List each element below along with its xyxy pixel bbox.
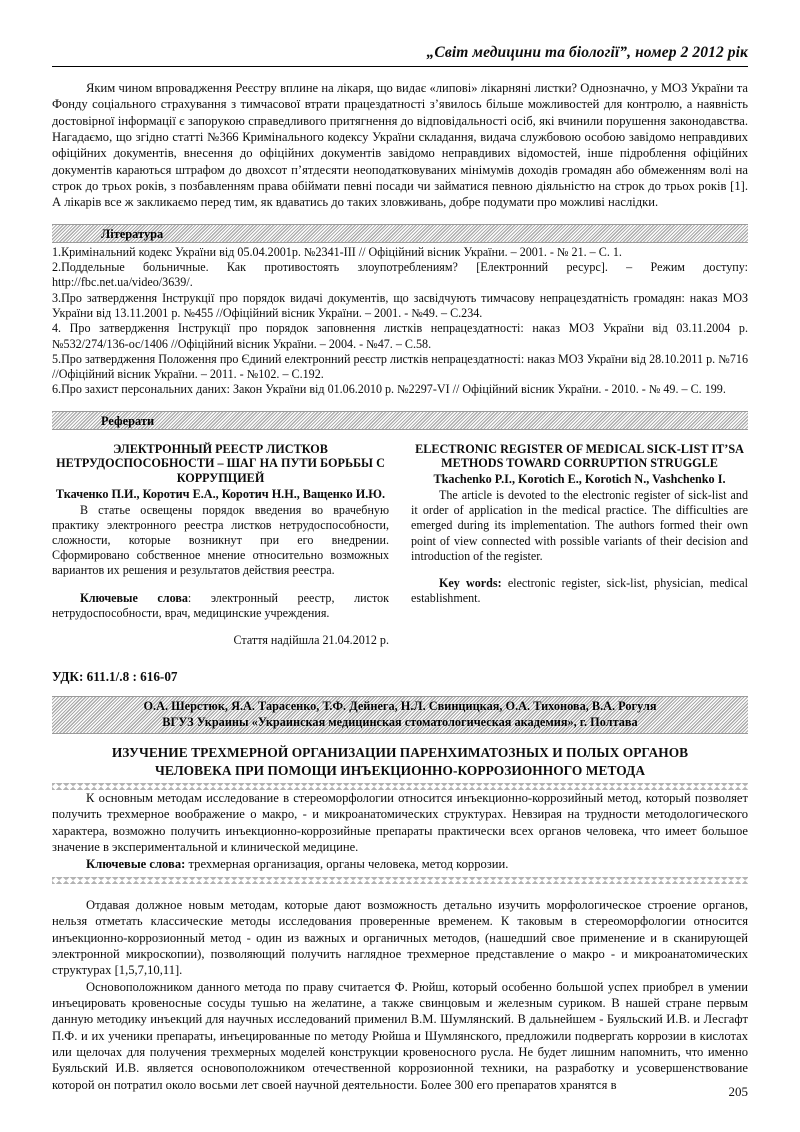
references-section-band	[52, 224, 748, 243]
udk-code: УДК: 611.1/.8 : 616-07	[52, 669, 178, 685]
abstract-en-keywords	[411, 576, 748, 606]
references-list	[52, 245, 748, 398]
reference-item: 3.Про затвердження Інструкції про порядок видачі документів, що засвідчують тимчасову непрацездатність громадян: наказ МОЗ України від 13.11.2001 р. №455 //Офіційний вісник України. – 2001. - №49. – С.234.	[52, 290, 748, 320]
article-two-author-band	[52, 696, 748, 734]
article-two-title	[52, 744, 748, 779]
article-two-keywords-label: Ключевые слова:	[86, 856, 186, 871]
references-section-label: Література	[96, 226, 168, 243]
abstract-en-body: The article is devoted to the electronic register of sick-list and it order of application in the medical practice. The difficulties are emerged during its implementation. The authors formed their own point of view connected with possible variants of their decision and introduction of the register.	[411, 487, 748, 563]
reference-item: 5.Про затвердження Положення про Єдиний електронний реєстр листків непрацездатності: наказ МОЗ України від 28.10.2011 р. №716 //Офіційний вісник України. – 2011. - №102. – С.192.	[52, 351, 748, 382]
reference-item: 1.Кримінальний кодекс України від 05.04.2001р. №2341-III // Офіційний вісник України. – 2001. - № 21. – С. 1.	[52, 244, 622, 259]
zigzag-divider-bottom	[52, 877, 748, 884]
article-two-body-paragraph-2: Основоположником данного метода по праву считается Ф. Рюйш, который особенно большой успех приобрел в умении инъецировать кровеносные сосуды тушью на желатине, а также свинцовым и железным суриком. В нашей стране первым данную методику инъекций для научных исследований применил В.М. Шумлянский. В дальнейшем - Буяльский И.В. и Лесгафт П.Ф. и их ученики препараты, инъецированные по методу Рюйша и Шумлянского, предложили подвергать коррозии в кислотах или щелочах для получения трехмерных моделей конструкции кровеносного русла. Не будет лишним напомнить, что именно Буяльский И.В. является основоположником отечественной коррозионной техники, на разработку и усовершенствование которой он потратил около восьми лет своей научной деятельности. Более 300 его препаратов хранятся в	[52, 979, 748, 1092]
abstracts-section-label: Реферати	[96, 413, 159, 430]
zigzag-divider-top	[52, 783, 748, 790]
reference-item: 2.Поддельные больничные. Как противостоять злоупотреблениям? [Електронний ресурс]. – Режим доступу: http://fbc.net.ua/video/3639/.	[52, 260, 748, 290]
abstract-ru-keywords-label: Ключевые слова	[80, 590, 188, 605]
abstract-ru-submitted: Стаття надійшла 21.04.2012 р.	[233, 633, 389, 648]
abstract-en-keywords-label: Key words:	[439, 576, 502, 591]
header-divider	[52, 66, 748, 67]
abstract-ru-body: В статье освещены порядок введения во врачебную практику электронного реестра листков нетрудоспособности, сложности, которые возникнут при его внедрении. Сформировано собственное мнение относительно возможных вариантов их решения и результатов действия реестра.	[52, 502, 389, 578]
abstract-ru-keywords	[52, 591, 389, 621]
abstract-en-authors: Tkachenko P.I., Korotich E., Korotich N., Vashchenko I.	[433, 471, 726, 486]
article-two-title-line-2: ЧЕЛОВЕКА ПРИ ПОМОЩИ ИНЪЕКЦИОННО-КОРРОЗИОННОГО МЕТОДА	[154, 762, 646, 778]
abstract-en-keywords-text: electronic register, sick-list, physician, medical establishment.	[411, 576, 749, 606]
article-two-authors: О.А. Шерстюк, Я.А. Тарасенко, Т.Ф. Дейнега, Н.Л. Свинцицкая, О.А. Тихонова, В.А. Рогуля	[143, 699, 657, 714]
article-two-body-paragraph-1: Отдавая должное новым методам, которые дают возможность детально изучить морфологическое строение органов, нельзя отметать классические методы исследования проверенные временем. К таковым в стереоморфологии относится инъекционно-коррозионный метод - один из важных и органичных методов, (нашедший свое применение и в сканирующей электронной микроскопии), позволяющий получить наглядное трехмерное представление о макро - и микроанатомических структурах [1,5,7,10,11].	[52, 897, 748, 978]
article-two-title-line-1: ИЗУЧЕНИЕ ТРЕХМЕРНОЙ ОРГАНИЗАЦИИ ПАРЕНХИМАТОЗНЫХ И ПОЛЫХ ОРГАНОВ	[111, 745, 689, 761]
abstract-columns	[52, 442, 748, 649]
running-head: „Світ медицини та біології”, номер 2 2012 рік	[426, 44, 748, 61]
page-number: 205	[728, 1084, 748, 1099]
abstracts-section-band	[52, 411, 748, 430]
abstract-ru-authors: Ткаченко П.И., Коротич Е.А., Коротич Н.Н., Ващенко И.Ю.	[55, 486, 386, 501]
article-one-body-paragraph: Яким чином впровадження Реєстру вплине на лікаря, що видає «липові» лікарняні листки? Однозначно, у МОЗ України та Фонду соціального страхування з тимчасової втрати працездатності з’явилось більше можливостей для контролю, а наявність достовірної інформації є запорукою справедливого притягнення до відповідальності осіб, які вчинили порушення законодавства. Нагадаємо, що згідно статті №366 Кримінального кодексу України складання, видача службовою особою завідомо неправдивих офіційних документів, внесення до офіційних документів завідомо неправдивих відомостей, інше підроблення офіційних документів караються штрафом до двохсот п’ятдесяти неоподатковуваних мінімумів доходів громадян або обмеженням волі на строк до трьох років, з позбавленням права обіймати певні посади чи займатися певною діяльністю на строк до трьох років [1]. А лікарів все ж закликаємо перед тим, як вдаватись до таких зловживань, добре подумати про можливі наслідки.	[52, 81, 748, 210]
article-two-affiliation: ВГУЗ Украины «Украинская медицинская стоматологическая академия», г. Полтава	[162, 714, 638, 729]
article-two-abstract: К основным методам исследование в стереоморфологии относится инъекционно-коррозийный метод, который позволяет получить трехмерное воображение о макро, - и микроанатомических структурах. Невзирая на трудности методологического характера, возможно получить инъекционно-коррозийные препараты практически всех органов человека, что имеет большое значение в экспериментальной и клинической медицине.	[52, 791, 748, 855]
reference-item: 4. Про затвердження Інструкції про порядок заповнення листків непрацездатності: наказ МОЗ України від 03.11.2004 р. №532/274/136-ос/1406 //Офіційний вісник України. – 2004. - №47. – С.58.	[52, 321, 748, 351]
abstract-ru-title: ЭЛЕКТРОННЫЙ РЕЕСТР ЛИСТКОВ НЕТРУДОСПОСОБНОСТИ – ШАГ НА ПУТИ БОРЬБЫ С КОРРУПЦИЕЙ	[56, 441, 385, 485]
abstract-english	[411, 442, 748, 649]
article-two-keywords-text: трехмерная организация, органы человека, метод коррозии.	[185, 856, 509, 871]
reference-item: 6.Про захист персональних даних: Закон України від 01.06.2010 р. №2297-VI // Офіційний вісник України. - 2010. - № 49. – С. 199.	[52, 382, 726, 397]
abstract-russian	[52, 442, 389, 649]
article-two-keywords	[52, 856, 748, 872]
abstract-ru-keywords-text: : электронный реестр, листок нетрудоспособности, врач, медицинские учреждения.	[52, 590, 389, 620]
abstract-en-title: ELECTRONIC REGISTER OF MEDICAL SICK-LIST IT’SA METHODS TOWARD CORRUPTION STRUGGLE	[415, 441, 744, 471]
